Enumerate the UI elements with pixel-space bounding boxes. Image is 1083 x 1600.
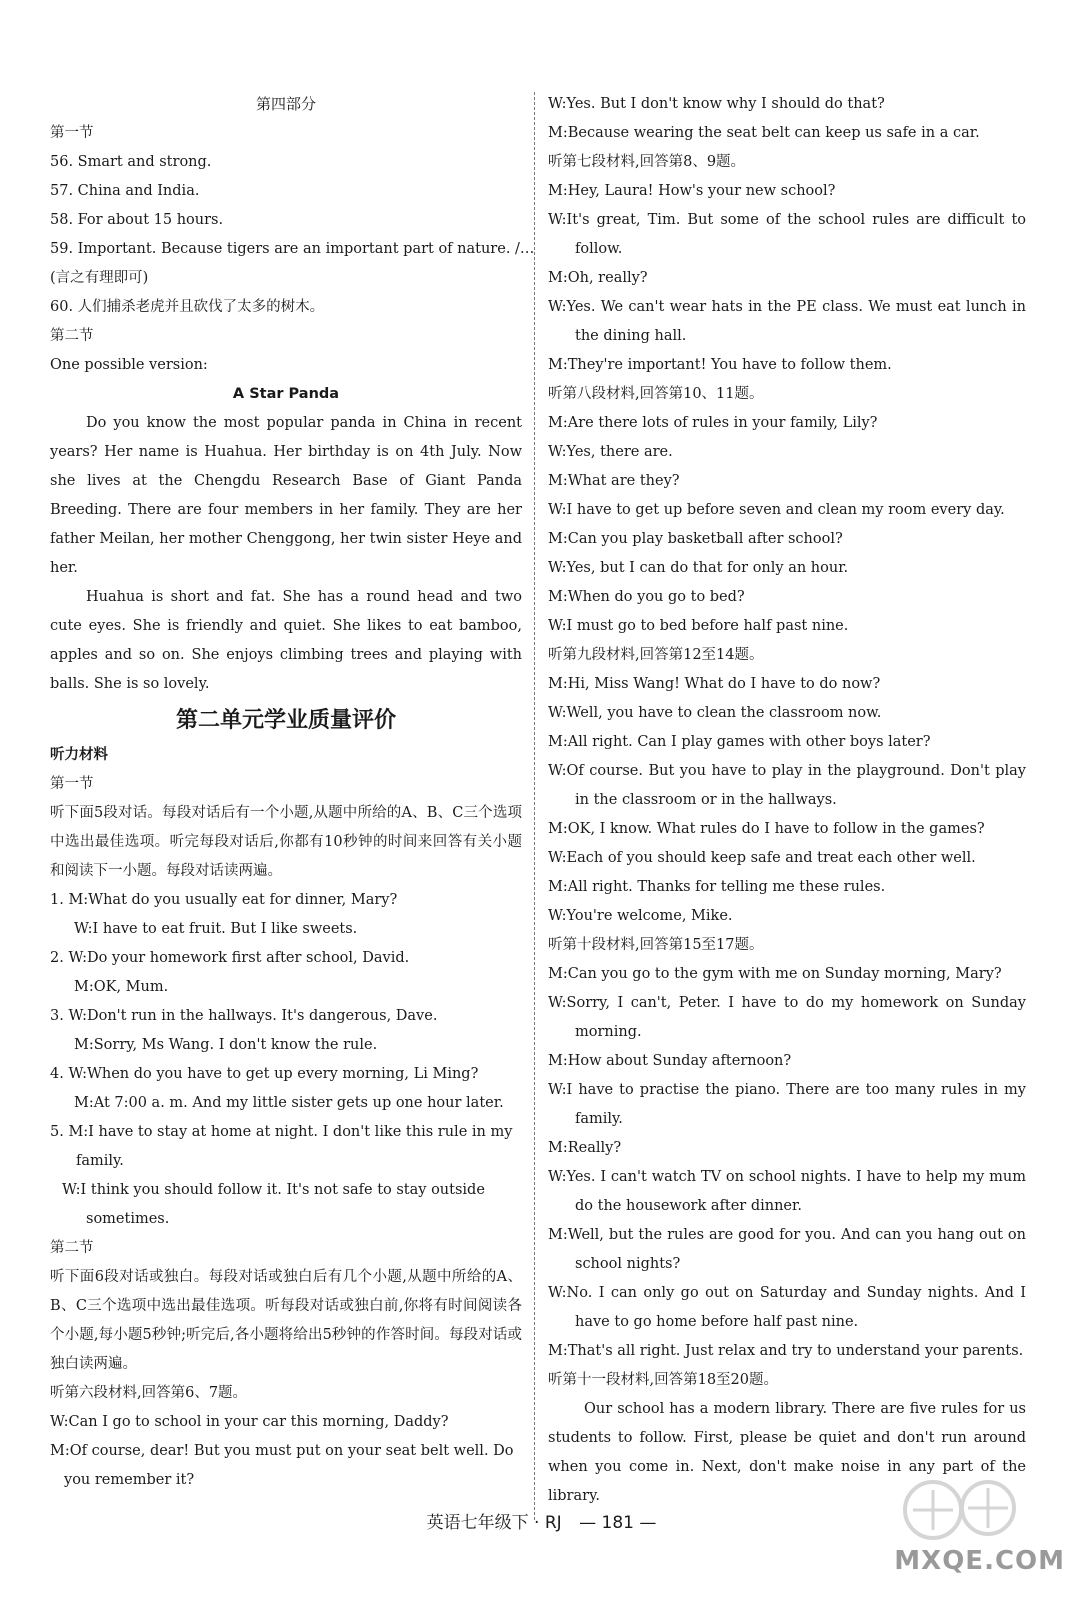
dialogue-line: M:Are there lots of rules in your family, Lily?	[548, 415, 878, 431]
dialogue-line: W:Yes. I can't watch TV on school nights. I have to help my mum do the housework after dinner.	[548, 1169, 1026, 1214]
dialogue-line: M:Really?	[548, 1140, 622, 1156]
material-heading: 听第九段材料,回答第12至14题。	[548, 647, 764, 663]
dialogue-line: W:Of course. But you have to play in the playground. Don't play in the classroom or in the hallways.	[548, 763, 1026, 808]
dialogue-line: M:All right. Can I play games with other boys later?	[548, 734, 931, 750]
essay-paragraph: Do you know the most popular panda in China in recent years? Her name is Huahua. Her birthday is on 4th July. Now she lives at the Chengdu Research Base of Giant Panda Breeding. There are four members in her family. They are her father Meilan, her mother Chenggong, her twin sister Heye and her.	[50, 415, 522, 576]
answer-56: 56. Smart and strong.	[50, 154, 212, 170]
section-label: 第一节	[50, 125, 94, 141]
material-heading: 听第六段材料,回答第6、7题。	[50, 1385, 248, 1401]
monologue-paragraph: Our school has a modern library. There are five rules for us students to follow. First, please be quiet and don't run around when you come in. Next, don't make noise in any part of the library.	[548, 1401, 1026, 1504]
dialogue-line: M:How about Sunday afternoon?	[548, 1053, 792, 1069]
dialogue-line: M:What are they?	[548, 473, 680, 489]
dialogue-line: M:That's all right. Just relax and try to understand your parents.	[548, 1343, 1024, 1359]
material-heading: 听第八段材料,回答第10、11题。	[548, 386, 764, 402]
column-divider	[534, 92, 535, 1520]
dialogue-line: W:I think you should follow it. It's not safe to stay outside sometimes.	[62, 1182, 485, 1227]
left-column	[50, 90, 535, 1495]
right-column	[548, 90, 1026, 1511]
section-label: 第二节	[50, 328, 94, 344]
answer-57: 57. China and India.	[50, 183, 200, 199]
material-heading: 听第七段材料,回答第8、9题。	[548, 154, 746, 170]
possible-version-label: One possible version:	[50, 357, 208, 373]
dialogue-line: W:Yes, but I can do that for only an hour.	[548, 560, 849, 576]
material-heading: 听第十一段材料,回答第18至20题。	[548, 1372, 779, 1388]
dialogue-line: W:Yes. We can't wear hats in the PE class. We must eat lunch in the dining hall.	[548, 299, 1026, 344]
listening-label: 听力材料	[50, 747, 108, 763]
dialogue-line: M:Hi, Miss Wang! What do I have to do now?	[548, 676, 881, 692]
dialogue-line: W:I have to practise the piano. There are too many rules in my family.	[548, 1082, 1026, 1127]
dialogue-line: W:Each of you should keep safe and treat each other well.	[548, 850, 976, 866]
dialogue-line: W:No. I can only go out on Saturday and Sunday nights. And I have to go home before half past nine.	[548, 1285, 1026, 1330]
dialogue-line: M:Can you go to the gym with me on Sunday morning, Mary?	[548, 966, 1002, 982]
answer-59-note: (言之有理即可)	[50, 270, 149, 286]
dialogue-line: 5. M:I have to stay at home at night. I don't like this rule in my family.	[50, 1124, 513, 1169]
dialogue-line: M:Hey, Laura! How's your new school?	[548, 183, 836, 199]
dialogue-line: M:Can you play basketball after school?	[548, 531, 843, 547]
dialogue-line: M:OK, I know. What rules do I have to follow in the games?	[548, 821, 985, 837]
dialogue-line: M:OK, Mum.	[74, 979, 169, 995]
dialogue-line: W:It's great, Tim. But some of the school rules are difficult to follow.	[548, 212, 1026, 257]
dialogue-line: W:Well, you have to clean the classroom now.	[548, 705, 882, 721]
dialogue-line: 4. W:When do you have to get up every morning, Li Ming?	[50, 1066, 479, 1082]
dialogue-line: M:Well, but the rules are good for you. And can you hang out on school nights?	[548, 1227, 1026, 1272]
dialogue-line: M:At 7:00 a. m. And my little sister gets up one hour later.	[74, 1095, 504, 1111]
dialogue-line: M:Because wearing the seat belt can keep us safe in a car.	[548, 125, 980, 141]
unit-title: 第二单元学业质量评价	[175, 708, 396, 733]
dialogue-line: M:When do you go to bed?	[548, 589, 745, 605]
page-number: — 181 —	[579, 1513, 657, 1533]
instructions: 听下面5段对话。每段对话后有一个小题,从题中所给的A、B、C三个选项中选出最佳选项。听完每段对话后,你都有10秒钟的时间来回答有关小题和阅读下一小题。每段对话读两遍。	[50, 805, 522, 879]
part4-heading: 第四部分	[255, 95, 316, 113]
answer-58: 58. For about 15 hours.	[50, 212, 224, 228]
answer-59: 59. Important. Because tigers are an important part of nature. /…	[50, 241, 535, 257]
watermark-text: MXQE.COM	[894, 1546, 1065, 1576]
dialogue-line: 1. M:What do you usually eat for dinner, Mary?	[50, 892, 398, 908]
dialogue-line: W:Sorry, I can't, Peter. I have to do my homework on Sunday morning.	[548, 995, 1026, 1040]
instructions: 听下面6段对话或独白。每段对话或独白后有几个小题,从题中所给的A、B、C三个选项中选出最佳选项。听每段对话或独白前,你将有时间阅读各个小题,每小题5秒钟;听完后,各小题将给出5秒钟的作答时间。每段对话或独白读两遍。	[50, 1269, 522, 1372]
dialogue-line: 3. W:Don't run in the hallways. It's dangerous, Dave.	[50, 1008, 438, 1024]
dialogue-line: W:Yes. But I don't know why I should do that?	[548, 96, 885, 112]
dialogue-line: M:They're important! You have to follow them.	[548, 357, 892, 373]
dialogue-line: W:I have to get up before seven and clean my room every day.	[548, 502, 1005, 518]
section-label: 第二节	[50, 1240, 94, 1256]
dialogue-line: W:You're welcome, Mike.	[548, 908, 733, 924]
dialogue-line: W:Yes, there are.	[548, 444, 673, 460]
dialogue-line: W:I must go to bed before half past nine.	[548, 618, 849, 634]
dialogue-line: W:Can I go to school in your car this morning, Daddy?	[50, 1414, 449, 1430]
footer-subject: 英语七年级下 · RJ	[426, 1513, 562, 1533]
right-dialogue-list	[548, 90, 1026, 1395]
material-heading: 听第十段材料,回答第15至17题。	[548, 937, 764, 953]
essay-paragraph: Huahua is short and fat. She has a round head and two cute eyes. She is friendly and quiet. She likes to eat bamboo, apples and so on. She enjoys climbing trees and playing with balls. She is so lovely.	[50, 589, 522, 692]
dialogue-line: M:All right. Thanks for telling me these rules.	[548, 879, 886, 895]
dialogue-line: M:Of course, dear! But you must put on your seat belt well. Do you remember it?	[50, 1443, 514, 1488]
answer-60: 60. 人们捕杀老虎并且砍伐了太多的树木。	[50, 299, 325, 315]
dialogue-line: M:Sorry, Ms Wang. I don't know the rule.	[74, 1037, 378, 1053]
dialogue-line: W:I have to eat fruit. But I like sweets.	[74, 921, 358, 937]
dialogue-line: 2. W:Do your homework first after school, David.	[50, 950, 410, 966]
essay-title: A Star Panda	[232, 386, 340, 402]
dialogue-line: M:Oh, really?	[548, 270, 648, 286]
section-label: 第一节	[50, 776, 94, 792]
